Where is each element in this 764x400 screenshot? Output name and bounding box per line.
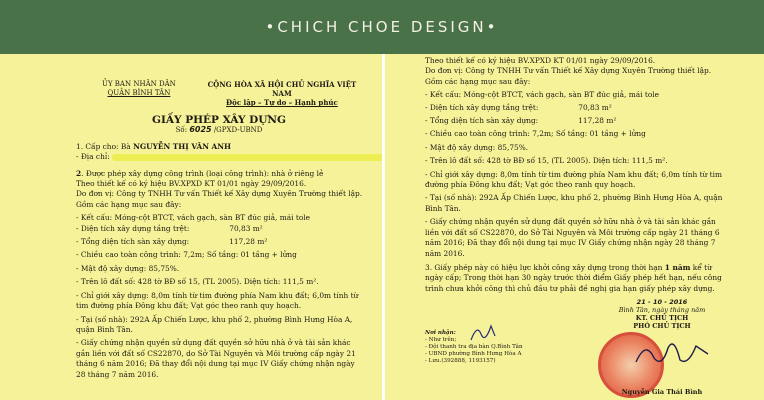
document-page-2 (385, 54, 764, 400)
recipients: Nơi nhận: - Như trên; - Đội thanh tra địa bàn Q.Bình Tân - UBND phường Bình Hưng Hòa A - Lưu.(392888, 1193157) (425, 330, 523, 365)
grantee-line: 1. Cấp cho: Bà NGUYỄN THỊ VÂN ANH (76, 141, 232, 151)
structure-line: - Kết cấu: Móng-cột BTCT, vách gạch, sàn BT đúc giả, mái tole (425, 90, 660, 100)
permit-number-handwritten: 6025 (189, 125, 212, 135)
grantee-name: NGUYỄN THỊ VÂN ANH (133, 141, 232, 151)
design-ref: Theo thiết kế có ký hiệu BV.XPXD KT 01/01 ngày 29/09/2016. (425, 56, 656, 65)
signer-name: Nguyễn Gia Thái Bình (621, 388, 703, 397)
redacted-address (112, 154, 382, 161)
date-handwritten: 21 - 10 - 2016 (636, 298, 688, 307)
signature-area (425, 298, 732, 400)
place-date: Bình Tân, ngày tháng năm (618, 306, 706, 315)
design-ref: Theo thiết kế có ký hiệu BV.XPXD KT 01/01 ngày 29/09/2016. (76, 179, 307, 189)
nation-title: CỘNG HÒA XÃ HỘI CHỦ NGHĨA VIỆT NAM (207, 80, 357, 98)
setback-line: - Chỉ giới xây dựng: 8,0m tính từ tim đường phía Nam khu đất; 6,0m tính từ tim đường phía Đông khu đất; Vạt góc theo ranh quy hoạch. (425, 169, 723, 190)
nation-motto: Độc lập – Tự do – Hạnh phúc (226, 98, 338, 107)
ground-floor-area: - Diện tích xây dựng tầng trệt: 70,83 m² (425, 102, 612, 112)
site-banner (0, 0, 764, 54)
design-unit: Do đơn vị: Công ty TNHH Tư vấn Thiết kế Xây dựng Xuyên Trường thiết lập. (425, 66, 712, 76)
signature-icon (632, 338, 712, 368)
district-name: QUẬN BÌNH TÂN (107, 89, 171, 97)
total-floor-area: - Tổng diện tích sàn xây dựng: 117,28 m² (76, 237, 268, 247)
items-heading: Gồm các hạng mục sau đây: (76, 199, 182, 209)
document-page-1 (0, 54, 382, 400)
ground-floor-area: - Diện tích xây dựng tầng trệt: 70,83 m² (76, 223, 263, 233)
validity-line: 3. Giấy phép này có hiệu lực khởi công xây dựng trong thời hạn 1 năm kể từ ngày cấp; Trong thời hạn 30 ngày trước thời điểm Giấy phép hết hạn, nếu công trình chưa khởi công thì chủ đầu tư phải đề nghị gia hạn giấy phép xây dựng. (425, 262, 722, 293)
document-header (76, 80, 362, 107)
total-floor-area: - Tổng diện tích sàn xây dựng: 117,28 m² (425, 116, 617, 126)
sign-title-1: KT. CHỦ TỊCH (635, 314, 689, 323)
location-line: - Tại (số nhà): 292A Ấp Chiến Lược, khu phố 2, phường Bình Hưng Hòa A, quận Bình Tân. (425, 193, 723, 213)
density: - Mật độ xây dựng: 85,75%. (76, 263, 180, 273)
location-line: - Tại (số nhà): 292A Ấp Chiến Lược, khu phố 2, phường Bình Hưng Hòa A, quận Bình Tân. (76, 314, 353, 334)
land-certificate-line: - Giấy chứng nhận quyền sử dụng đất quyền sở hữu nhà ở và tài sản khác gắn liền với đất số CS22870, do Sở Tài Nguyên và Môi trường cấp ngày 21 tháng 6 năm 2016; Đã thay đổi nội dung tại mục IV Giấy chứng nhận ngày 28 tháng 7 năm 2016. (425, 217, 720, 258)
initial-signature-icon (469, 322, 497, 344)
setback-line: - Chỉ giới xây dựng: 8,0m tính từ tim đường phía Nam khu đất; 6,0m tính từ tim đường phía Đông khu đất; Vạt góc theo ranh quy hoạch. (76, 290, 359, 311)
authority-name: ỦY BAN NHÂN DÂN (102, 80, 176, 88)
height-floors: - Chiều cao toàn công trình: 7,2m; Số tầng: 01 tầng + lửng (76, 250, 297, 260)
lot-info: - Trên lô đất số: 428 tờ BĐ số 15, (TL 2005). Diện tích: 111,5 m². (425, 156, 668, 166)
permit-number: Số: 6025 /GPXD-UBND (175, 125, 263, 135)
page-1-content (76, 80, 362, 380)
design-unit: Do đơn vị: Công ty TNHH Tư vấn Thiết kế Xây dựng Xuyên Trường thiết lập. (76, 189, 363, 199)
page-2-content (425, 56, 732, 400)
address-line: - Địa chỉ: (76, 152, 362, 162)
structure-line: - Kết cấu: Móng-cột BTCT, vách gạch, sàn BT đúc giả, mái tole (76, 213, 311, 223)
density: - Mật độ xây dựng: 85,75%. (425, 142, 529, 152)
sign-block (592, 298, 732, 397)
land-certificate-line: - Giấy chứng nhận quyền sử dụng đất quyền sở hữu nhà ở và tài sản khác gắn liền với đất số CS22870, do Sở Tài Nguyên và Môi trường cấp ngày 21 tháng 6 năm 2016; Đã thay đổi nội dung tại mục IV Giấy chứng nhận ngày 28 tháng 7 năm 2016. (76, 338, 356, 379)
banner-title: •CHICH CHOE DESIGN• (265, 18, 499, 36)
permit-item-2: 2. Được phép xây dựng công trình (loại công trình): nhà ở riêng lẻ (76, 168, 324, 178)
sign-title-2: PHÓ CHỦ TỊCH (633, 322, 691, 331)
lot-info: - Trên lô đất số: 428 tờ BĐ số 15, (TL 2005). Diện tích: 111,5 m². (76, 277, 319, 287)
height-floors: - Chiều cao toàn công trình: 7,2m; Số tầng: 01 tầng + lửng (425, 129, 646, 139)
items-heading: Gồm các hạng mục sau đây: (425, 76, 531, 86)
permit-title: GIẤY PHÉP XÂY DỰNG (152, 114, 286, 126)
